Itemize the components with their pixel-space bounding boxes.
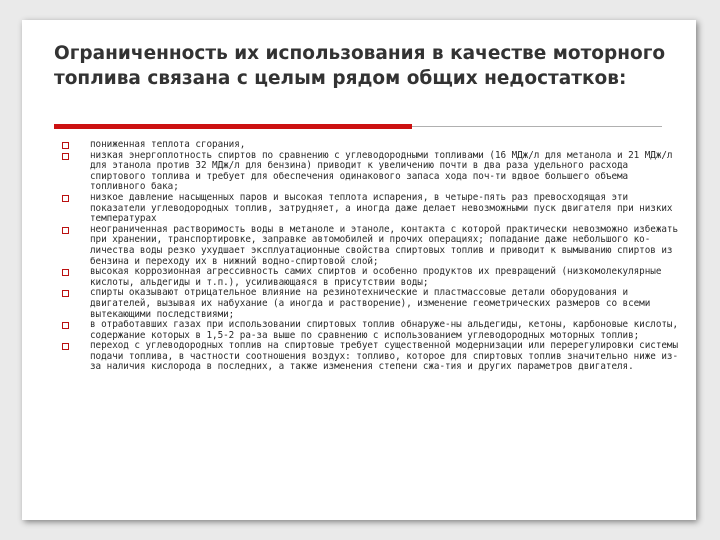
square-bullet-icon	[62, 195, 69, 202]
list-item-text: в отработавших газах при использовании спиртовых топлив обнаруже-ны альдегиды, кетоны, карбоновые кислоты, содержание которых в 1,5-2 ра-за выше по сравнению с использованием углеводородных моторных топлив;	[90, 319, 679, 341]
square-bullet-icon	[62, 227, 69, 234]
list-item-text: спирты оказывают отрицательное влияние на резинотехнические и пластмассовые детали оборудования и двигателей, вызывая их набухание (а иногда и растворение), изменение геометрических размеров со всеми вытекающими последствиями;	[90, 287, 651, 320]
list-item-text: переход с углеводородных топлив на спиртовые требует существенной модернизации или перерегулировки системы подачи топлива, в частности соотношения воздух: топливо, которое для спиртовых топлив значительно ниже из-за наличия кислорода в последних, а также изменения степени сжа-тия и других параметров двигателя.	[90, 340, 679, 373]
title-underline-accent	[54, 124, 412, 129]
list-item	[60, 151, 682, 193]
list-item-text: низкое давление насыщенных паров и высокая теплота испарения, в четыре-пять раз превосходящая эти показатели углеводородных топлив, затрудняет, а иногда даже делает невозможными пуск двигателя при низких температурах	[90, 191, 673, 225]
slide-title: Ограниченность их использования в качестве моторного топлива связана с целым рядом общих недостатков:	[54, 43, 666, 89]
list-item	[60, 341, 682, 373]
list-item	[60, 267, 682, 288]
list-item	[60, 193, 682, 225]
disadvantages-list	[60, 140, 682, 373]
list-item-text: пониженная теплота сгорания,	[90, 139, 246, 150]
list-item	[60, 225, 682, 267]
square-bullet-icon	[62, 322, 69, 329]
list-item	[60, 288, 682, 320]
square-bullet-icon	[62, 153, 69, 160]
list-item-text: неограниченная растворимость воды в метаноле и этаноле, контакта с которой практически невозможно избежать при хранении, транспортировке, заправке автомобилей и прочих операциях; попадание даже небольшого ко-личества воды резко ухудшает эксплуатационные свойства спиртовых топлив и приводит к вымыванию спиртов из бензина и переходу их в нижний водно-спиртовой слой;	[90, 223, 679, 267]
slide	[22, 20, 696, 520]
square-bullet-icon	[62, 269, 69, 276]
square-bullet-icon	[62, 142, 69, 149]
list-item	[60, 320, 682, 341]
title-underline-line	[412, 126, 662, 127]
list-item-text: высокая коррозионная агрессивность самих спиртов и особенно продуктов их превращений (низкомолекулярные кислоты, альдегиды и т.п.), усиливающаяся в присутствии воды;	[90, 266, 662, 288]
square-bullet-icon	[62, 290, 69, 297]
square-bullet-icon	[62, 343, 69, 350]
list-item-text: низкая энергоплотность спиртов по сравнению с углеводородными топливами (16 МДж/л для метанола и 21 МДж/л для этанола против 32 МДж/л для бензина) приводит к увеличению почти в два раза удельного расхода спиртового топлива и требует для обеспечения одинакового запаса хода поч-ти вдвое большего объема топливного бака;	[90, 149, 673, 193]
